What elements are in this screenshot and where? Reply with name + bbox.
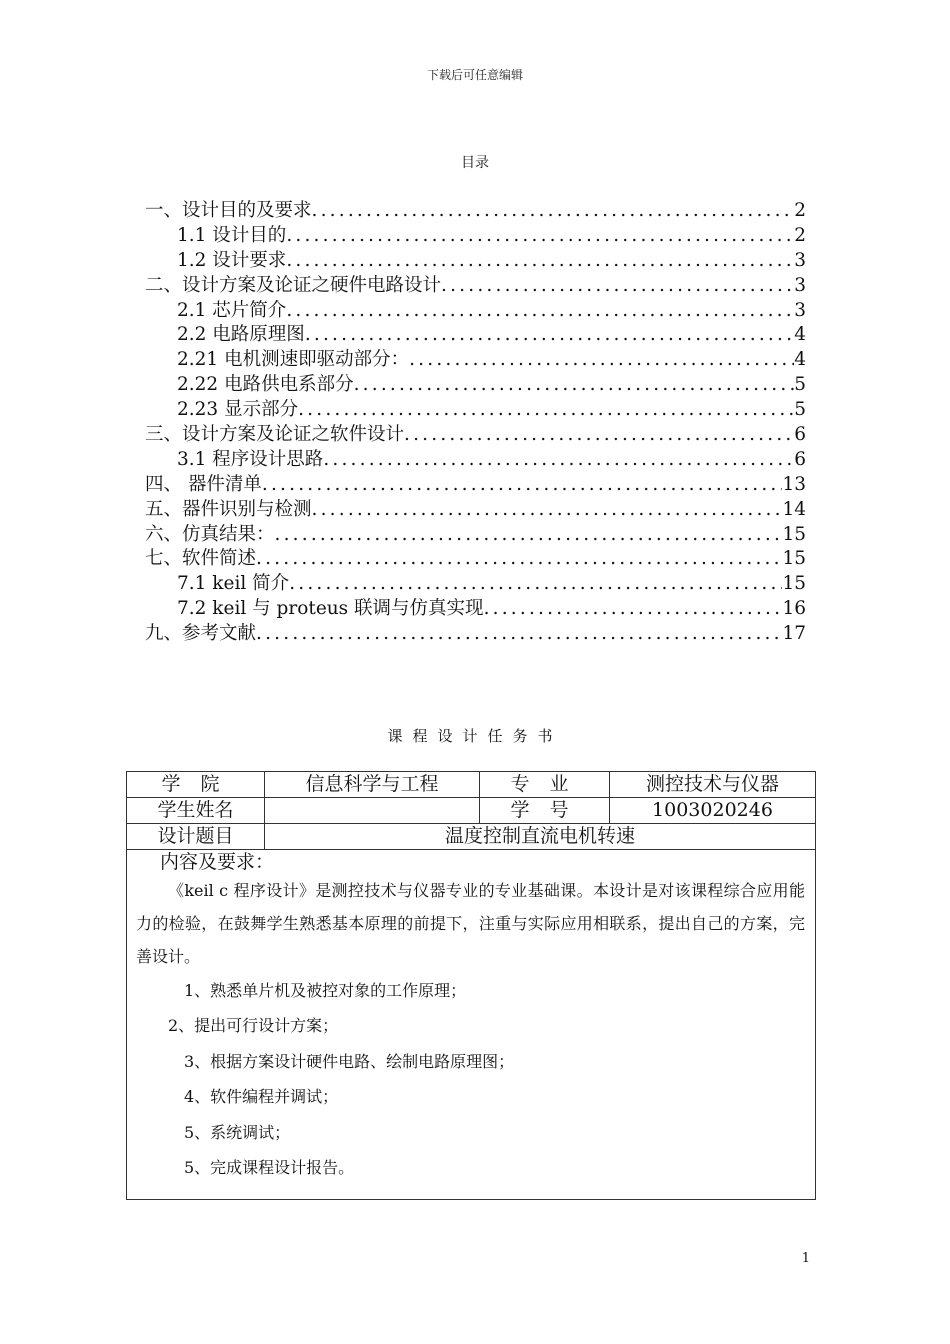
toc-entry-label: 六、仿真结果： (145, 523, 275, 545)
toc-entry-label: 2.2 电路原理图 (177, 324, 305, 346)
toc-leader-dots (256, 547, 782, 572)
toc-entry-label: 二、设计方案及论证之硬件电路设计 (145, 274, 442, 296)
toc-entry-page: 15 (782, 573, 806, 595)
requirement-item: 2、提出可行设计方案； (168, 1016, 339, 1036)
toc-entry-page: 15 (782, 523, 806, 545)
toc-entry-label: 2.22 电路供电系部分 (177, 374, 354, 396)
student-name-value (265, 798, 480, 823)
toc-leader-dots (275, 523, 783, 548)
header-note: 下载后可任意编辑 (426, 68, 523, 82)
toc-entry[interactable] (145, 199, 806, 224)
page-number: 1 (801, 1251, 810, 1266)
toc-entry-label: 七、软件简述 (145, 548, 257, 570)
toc-entry-label: 九、参考文献 (145, 623, 257, 645)
toc-entry[interactable] (145, 498, 806, 523)
college-label: 学院 (127, 772, 265, 797)
requirement-item: 4、软件编程并调试； (184, 1087, 339, 1107)
toc-entry[interactable] (145, 398, 806, 423)
toc-entry-page: 2 (794, 200, 806, 221)
table-row-topic (127, 824, 815, 850)
toc-entry[interactable] (145, 348, 806, 373)
task-book-table (126, 771, 816, 1200)
toc-entry-page: 14 (782, 498, 806, 520)
toc-entry[interactable] (145, 473, 806, 498)
toc-entry[interactable] (145, 299, 806, 324)
toc-entry[interactable] (145, 224, 806, 249)
student-id-value: 1003020246 (652, 799, 773, 821)
requirement-item: 3、根据方案设计硬件电路、绘制电路原理图； (184, 1051, 515, 1071)
toc-entry-page: 4 (794, 324, 806, 346)
topic-value: 温度控制直流电机转速 (444, 825, 635, 847)
toc-entry-page: 2 (794, 224, 806, 246)
toc-entry[interactable] (145, 547, 806, 572)
toc-leader-dots (305, 323, 794, 348)
toc-entry[interactable] (145, 622, 806, 647)
topic-label: 设计题目 (127, 824, 265, 849)
toc-entry-label: 1.1 设计目的 (177, 224, 287, 246)
toc-entry[interactable] (145, 572, 806, 597)
major-label: 专业 (480, 772, 610, 797)
requirements-list (136, 973, 805, 1185)
toc-entry-label: 7.1 keil 简介 (177, 573, 290, 595)
toc-entry[interactable] (145, 323, 806, 348)
toc-entry-label: 四、 器件清单 (145, 473, 262, 495)
toc-entry[interactable] (145, 423, 806, 448)
toc-entry-label: 3.1 程序设计思路 (177, 448, 324, 470)
table-row-student (127, 798, 815, 824)
toc-entry-page: 3 (794, 274, 806, 296)
toc-leader-dots (286, 224, 794, 249)
toc-leader-dots (441, 274, 794, 299)
toc-leader-dots (256, 622, 782, 647)
toc-leader-dots (312, 199, 795, 224)
toc-leader-dots (312, 498, 783, 523)
requirement-item: 5、系统调试； (184, 1122, 291, 1142)
toc-entry-label: 一、设计目的及要求 (145, 200, 312, 221)
toc-leader-dots (409, 348, 794, 373)
toc-entry-page: 6 (794, 448, 806, 470)
requirements-heading: 内容及要求： (160, 851, 275, 873)
toc-entry-page: 13 (782, 473, 806, 495)
toc-entry-page: 6 (794, 424, 806, 446)
toc-entry-label: 7.2 keil 与 proteus 联调与仿真实现 (177, 598, 484, 620)
table-row-college (127, 772, 815, 798)
toc-entry[interactable] (145, 373, 806, 398)
toc-entry-page: 16 (782, 598, 806, 620)
requirements-intro: 《keil c 程序设计》是测控技术与仪器专业的专业基础课。本设计是对该课程综合应用能力的检验，在鼓舞学生熟悉基本原理的前提下，注重与实际应用相联系，提出自己的方案，完善设计。 (136, 881, 805, 966)
toc-entry-page: 4 (794, 349, 806, 371)
toc-entry-label: 2.21 电机测速即驱动部分： (177, 349, 410, 371)
toc-leader-dots (289, 572, 782, 597)
toc-leader-dots (484, 597, 783, 622)
college-value: 信息科学与工程 (265, 772, 480, 797)
major-value: 测控技术与仪器 (645, 773, 779, 795)
toc-entry-label: 五、器件识别与检测 (145, 498, 312, 520)
toc-leader-dots (286, 299, 794, 324)
requirement-item: 5、完成课程设计报告。 (184, 1158, 355, 1178)
toc-entry-page: 5 (794, 374, 806, 396)
requirements-section (127, 850, 815, 1199)
toc-entry-page: 3 (794, 299, 806, 321)
toc-entry-label: 三、设计方案及论证之软件设计 (145, 424, 405, 446)
toc-entry[interactable] (145, 448, 806, 473)
table-of-contents (145, 199, 806, 647)
toc-leader-dots (323, 448, 794, 473)
toc-leader-dots (354, 373, 795, 398)
requirement-item: 1、熟悉单片机及被控对象的工作原理； (184, 981, 467, 1000)
toc-leader-dots (298, 398, 794, 423)
toc-entry-page: 5 (794, 399, 806, 421)
student-id-label: 学号 (480, 798, 610, 823)
toc-entry-page: 17 (782, 623, 806, 645)
toc-entry-label: 1.2 设计要求 (177, 249, 287, 271)
toc-leader-dots (286, 249, 794, 274)
toc-entry-page: 3 (794, 249, 806, 271)
toc-title: 目录 (461, 155, 489, 171)
toc-entry-page: 15 (782, 548, 806, 570)
toc-leader-dots (262, 473, 783, 498)
toc-entry[interactable] (145, 249, 806, 274)
toc-entry[interactable] (145, 523, 806, 548)
toc-entry[interactable] (145, 597, 806, 622)
toc-entry-label: 2.23 显示部分 (177, 399, 299, 421)
toc-entry-label: 2.1 芯片简介 (177, 299, 287, 321)
toc-leader-dots (404, 423, 794, 448)
toc-entry[interactable] (145, 274, 806, 299)
task-book-title: 课程设计任务书 (387, 727, 563, 745)
student-name-label: 学生姓名 (127, 798, 265, 823)
